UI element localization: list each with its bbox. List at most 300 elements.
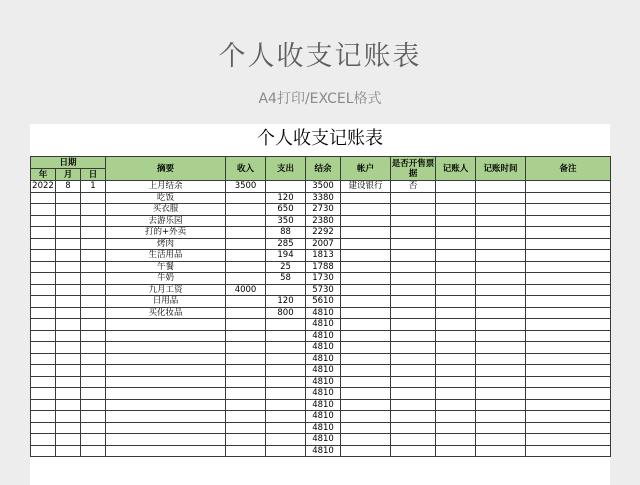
cell-day[interactable] bbox=[81, 250, 106, 262]
cell-summary[interactable] bbox=[106, 411, 226, 423]
table-row bbox=[31, 342, 611, 354]
cell-balance[interactable]: 4810 bbox=[306, 365, 341, 377]
cell-expense[interactable] bbox=[266, 376, 306, 388]
cell-summary[interactable]: 上月结余 bbox=[106, 181, 226, 193]
cell-expense[interactable]: 194 bbox=[266, 250, 306, 262]
cell-income[interactable] bbox=[226, 445, 266, 457]
cell-income[interactable] bbox=[226, 238, 266, 250]
cell-invoice[interactable] bbox=[391, 296, 436, 308]
cell-day[interactable] bbox=[81, 192, 106, 204]
cell-balance[interactable]: 4810 bbox=[306, 330, 341, 342]
cell-income[interactable] bbox=[226, 365, 266, 377]
cell-recorder[interactable] bbox=[436, 434, 476, 446]
cell-day[interactable] bbox=[81, 365, 106, 377]
cell-invoice[interactable]: 否 bbox=[391, 181, 436, 193]
cell-recorder[interactable] bbox=[436, 296, 476, 308]
cell-record-time[interactable] bbox=[476, 411, 526, 423]
cell-invoice[interactable] bbox=[391, 204, 436, 216]
cell-account[interactable] bbox=[341, 250, 391, 262]
cell-day[interactable] bbox=[81, 388, 106, 400]
cell-account[interactable]: 建设银行 bbox=[341, 181, 391, 193]
cell-expense[interactable] bbox=[266, 330, 306, 342]
cell-record-time[interactable] bbox=[476, 192, 526, 204]
cell-summary[interactable] bbox=[106, 330, 226, 342]
cell-account[interactable] bbox=[341, 445, 391, 457]
cell-note[interactable] bbox=[526, 273, 611, 285]
cell-month[interactable] bbox=[56, 365, 81, 377]
cell-expense[interactable]: 120 bbox=[266, 192, 306, 204]
cell-note[interactable] bbox=[526, 238, 611, 250]
cell-record-time[interactable] bbox=[476, 227, 526, 239]
cell-year[interactable] bbox=[31, 319, 56, 331]
cell-invoice[interactable] bbox=[391, 192, 436, 204]
cell-balance[interactable]: 2007 bbox=[306, 238, 341, 250]
cell-invoice[interactable] bbox=[391, 273, 436, 285]
cell-account[interactable] bbox=[341, 411, 391, 423]
cell-year[interactable] bbox=[31, 330, 56, 342]
cell-invoice[interactable] bbox=[391, 411, 436, 423]
cell-note[interactable] bbox=[526, 227, 611, 239]
cell-summary[interactable]: 九月工资 bbox=[106, 284, 226, 296]
cell-expense[interactable] bbox=[266, 353, 306, 365]
cell-balance[interactable]: 1730 bbox=[306, 273, 341, 285]
cell-expense[interactable] bbox=[266, 445, 306, 457]
cell-year[interactable] bbox=[31, 227, 56, 239]
table-row bbox=[31, 273, 611, 285]
cell-balance[interactable]: 4810 bbox=[306, 307, 341, 319]
cell-summary[interactable]: 烤肉 bbox=[106, 238, 226, 250]
cell-invoice[interactable] bbox=[391, 330, 436, 342]
cell-account[interactable] bbox=[341, 353, 391, 365]
table-row bbox=[31, 445, 611, 457]
cell-income[interactable] bbox=[226, 376, 266, 388]
cell-account[interactable] bbox=[341, 273, 391, 285]
cell-month[interactable] bbox=[56, 227, 81, 239]
cell-record-time[interactable] bbox=[476, 399, 526, 411]
cell-note[interactable] bbox=[526, 261, 611, 273]
cell-recorder[interactable] bbox=[436, 215, 476, 227]
cell-summary[interactable]: 生活用品 bbox=[106, 250, 226, 262]
cell-account[interactable] bbox=[341, 399, 391, 411]
cell-note[interactable] bbox=[526, 353, 611, 365]
cell-note[interactable] bbox=[526, 388, 611, 400]
cell-recorder[interactable] bbox=[436, 365, 476, 377]
cell-record-time[interactable] bbox=[476, 422, 526, 434]
cell-note[interactable] bbox=[526, 342, 611, 354]
cell-summary[interactable]: 牛奶 bbox=[106, 273, 226, 285]
cell-day[interactable] bbox=[81, 434, 106, 446]
cell-recorder[interactable] bbox=[436, 376, 476, 388]
cell-day[interactable] bbox=[81, 227, 106, 239]
cell-recorder[interactable] bbox=[436, 353, 476, 365]
cell-recorder[interactable] bbox=[436, 342, 476, 354]
table-row bbox=[31, 307, 611, 319]
cell-balance[interactable]: 1813 bbox=[306, 250, 341, 262]
cell-month[interactable] bbox=[56, 399, 81, 411]
cell-income[interactable] bbox=[226, 388, 266, 400]
cell-record-time[interactable] bbox=[476, 330, 526, 342]
cell-note[interactable] bbox=[526, 330, 611, 342]
cell-note[interactable] bbox=[526, 434, 611, 446]
cell-invoice[interactable] bbox=[391, 261, 436, 273]
cell-account[interactable] bbox=[341, 261, 391, 273]
cell-summary[interactable]: 吃饭 bbox=[106, 192, 226, 204]
cell-invoice[interactable] bbox=[391, 342, 436, 354]
table-row bbox=[31, 353, 611, 365]
cell-year[interactable] bbox=[31, 273, 56, 285]
cell-note[interactable] bbox=[526, 319, 611, 331]
cell-month[interactable] bbox=[56, 204, 81, 216]
cell-balance[interactable]: 4810 bbox=[306, 422, 341, 434]
cell-recorder[interactable] bbox=[436, 284, 476, 296]
cell-note[interactable] bbox=[526, 284, 611, 296]
cell-income[interactable] bbox=[226, 422, 266, 434]
cell-record-time[interactable] bbox=[476, 353, 526, 365]
cell-account[interactable] bbox=[341, 296, 391, 308]
cell-account[interactable] bbox=[341, 422, 391, 434]
cell-summary[interactable]: 午餐 bbox=[106, 261, 226, 273]
cell-balance[interactable]: 4810 bbox=[306, 434, 341, 446]
cell-account[interactable] bbox=[341, 319, 391, 331]
cell-income[interactable] bbox=[226, 330, 266, 342]
cell-balance[interactable]: 4810 bbox=[306, 342, 341, 354]
cell-expense[interactable] bbox=[266, 365, 306, 377]
cell-invoice[interactable] bbox=[391, 250, 436, 262]
cell-day[interactable] bbox=[81, 353, 106, 365]
cell-expense[interactable]: 350 bbox=[266, 215, 306, 227]
cell-expense[interactable]: 120 bbox=[266, 296, 306, 308]
cell-balance[interactable]: 4810 bbox=[306, 399, 341, 411]
cell-month[interactable] bbox=[56, 250, 81, 262]
cell-balance[interactable]: 4810 bbox=[306, 353, 341, 365]
cell-year[interactable] bbox=[31, 411, 56, 423]
cell-balance[interactable]: 5610 bbox=[306, 296, 341, 308]
cell-month[interactable] bbox=[56, 238, 81, 250]
cell-year[interactable] bbox=[31, 399, 56, 411]
cell-income[interactable] bbox=[226, 296, 266, 308]
cell-income[interactable] bbox=[226, 353, 266, 365]
cell-month[interactable] bbox=[56, 388, 81, 400]
cell-balance[interactable]: 5730 bbox=[306, 284, 341, 296]
table-row bbox=[31, 250, 611, 262]
cell-expense[interactable]: 800 bbox=[266, 307, 306, 319]
cell-day[interactable] bbox=[81, 319, 106, 331]
cell-balance[interactable]: 4810 bbox=[306, 388, 341, 400]
cell-summary[interactable]: 去游乐园 bbox=[106, 215, 226, 227]
cell-summary[interactable] bbox=[106, 365, 226, 377]
cell-year[interactable] bbox=[31, 376, 56, 388]
cell-recorder[interactable] bbox=[436, 422, 476, 434]
cell-invoice[interactable] bbox=[391, 445, 436, 457]
cell-invoice[interactable] bbox=[391, 353, 436, 365]
cell-record-time[interactable] bbox=[476, 250, 526, 262]
cell-month[interactable] bbox=[56, 376, 81, 388]
cell-expense[interactable] bbox=[266, 388, 306, 400]
cell-month[interactable] bbox=[56, 307, 81, 319]
cell-day[interactable] bbox=[81, 296, 106, 308]
cell-record-time[interactable] bbox=[476, 376, 526, 388]
cell-day[interactable] bbox=[81, 445, 106, 457]
cell-income[interactable] bbox=[226, 192, 266, 204]
cell-month[interactable]: 8 bbox=[56, 181, 81, 193]
cell-day[interactable] bbox=[81, 238, 106, 250]
cell-note[interactable] bbox=[526, 181, 611, 193]
cell-account[interactable] bbox=[341, 307, 391, 319]
cell-invoice[interactable] bbox=[391, 238, 436, 250]
cell-year[interactable] bbox=[31, 238, 56, 250]
cell-year[interactable] bbox=[31, 204, 56, 216]
cell-month[interactable] bbox=[56, 215, 81, 227]
cell-note[interactable] bbox=[526, 192, 611, 204]
cell-year[interactable] bbox=[31, 388, 56, 400]
cell-summary[interactable] bbox=[106, 399, 226, 411]
table-row bbox=[31, 434, 611, 446]
cell-recorder[interactable] bbox=[436, 399, 476, 411]
cell-account[interactable] bbox=[341, 192, 391, 204]
cell-day[interactable] bbox=[81, 342, 106, 354]
cell-year[interactable] bbox=[31, 353, 56, 365]
cell-balance[interactable]: 3380 bbox=[306, 192, 341, 204]
cell-month[interactable] bbox=[56, 445, 81, 457]
cell-day[interactable] bbox=[81, 284, 106, 296]
cell-summary[interactable]: 打的+外卖 bbox=[106, 227, 226, 239]
cell-month[interactable] bbox=[56, 330, 81, 342]
cell-summary[interactable] bbox=[106, 434, 226, 446]
cell-day[interactable] bbox=[81, 376, 106, 388]
cell-day[interactable] bbox=[81, 273, 106, 285]
cell-year[interactable] bbox=[31, 365, 56, 377]
cell-income[interactable] bbox=[226, 273, 266, 285]
header-income: 收入 bbox=[226, 157, 266, 181]
cell-year[interactable]: 2022 bbox=[32, 181, 54, 192]
cell-income[interactable] bbox=[226, 399, 266, 411]
cell-expense[interactable] bbox=[266, 399, 306, 411]
cell-balance[interactable]: 4810 bbox=[306, 319, 341, 331]
cell-balance[interactable]: 4810 bbox=[306, 445, 341, 457]
cell-account[interactable] bbox=[341, 227, 391, 239]
cell-record-time[interactable] bbox=[476, 388, 526, 400]
cell-note[interactable] bbox=[526, 376, 611, 388]
cell-year[interactable] bbox=[31, 296, 56, 308]
cell-income[interactable] bbox=[226, 434, 266, 446]
cell-record-time[interactable] bbox=[476, 238, 526, 250]
cell-account[interactable] bbox=[341, 376, 391, 388]
cell-invoice[interactable] bbox=[391, 422, 436, 434]
cell-income[interactable] bbox=[226, 215, 266, 227]
cell-record-time[interactable] bbox=[476, 261, 526, 273]
cell-account[interactable] bbox=[341, 284, 391, 296]
cell-invoice[interactable] bbox=[391, 388, 436, 400]
cell-invoice[interactable] bbox=[391, 434, 436, 446]
cell-invoice[interactable] bbox=[391, 399, 436, 411]
cell-year[interactable] bbox=[31, 261, 56, 273]
cell-summary[interactable] bbox=[106, 445, 226, 457]
cell-account[interactable] bbox=[341, 365, 391, 377]
cell-year[interactable] bbox=[31, 445, 56, 457]
cell-year[interactable] bbox=[31, 434, 56, 446]
cell-income[interactable] bbox=[226, 227, 266, 239]
cell-month[interactable] bbox=[56, 411, 81, 423]
cell-record-time[interactable] bbox=[476, 204, 526, 216]
cell-expense[interactable] bbox=[266, 181, 306, 193]
cell-invoice[interactable] bbox=[391, 307, 436, 319]
cell-note[interactable] bbox=[526, 399, 611, 411]
cell-balance[interactable]: 2730 bbox=[306, 204, 341, 216]
cell-recorder[interactable] bbox=[436, 445, 476, 457]
cell-invoice[interactable] bbox=[391, 365, 436, 377]
cell-expense[interactable] bbox=[266, 342, 306, 354]
cell-income[interactable] bbox=[226, 342, 266, 354]
cell-record-time[interactable] bbox=[476, 365, 526, 377]
cell-month[interactable] bbox=[56, 261, 81, 273]
cell-expense[interactable]: 88 bbox=[266, 227, 306, 239]
cell-record-time[interactable] bbox=[476, 296, 526, 308]
cell-account[interactable] bbox=[341, 342, 391, 354]
cell-invoice[interactable] bbox=[391, 319, 436, 331]
cell-record-time[interactable] bbox=[476, 273, 526, 285]
cell-day[interactable] bbox=[81, 261, 106, 273]
cell-expense[interactable] bbox=[266, 422, 306, 434]
cell-income[interactable] bbox=[226, 319, 266, 331]
cell-month[interactable] bbox=[56, 422, 81, 434]
cell-invoice[interactable] bbox=[391, 227, 436, 239]
cell-recorder[interactable] bbox=[436, 319, 476, 331]
cell-expense[interactable]: 25 bbox=[266, 261, 306, 273]
cell-note[interactable] bbox=[526, 250, 611, 262]
cell-account[interactable] bbox=[341, 215, 391, 227]
cell-income[interactable]: 4000 bbox=[226, 284, 266, 296]
cell-summary[interactable] bbox=[106, 319, 226, 331]
cell-balance[interactable]: 4810 bbox=[306, 376, 341, 388]
cell-income[interactable] bbox=[226, 307, 266, 319]
cell-month[interactable] bbox=[56, 273, 81, 285]
cell-month[interactable] bbox=[56, 319, 81, 331]
table-row bbox=[31, 284, 611, 296]
cell-day[interactable] bbox=[81, 307, 106, 319]
cell-record-time[interactable] bbox=[476, 445, 526, 457]
cell-invoice[interactable] bbox=[391, 215, 436, 227]
cell-recorder[interactable] bbox=[436, 227, 476, 239]
cell-invoice[interactable] bbox=[391, 376, 436, 388]
cell-month[interactable] bbox=[56, 192, 81, 204]
cell-recorder[interactable] bbox=[436, 204, 476, 216]
cell-year[interactable] bbox=[31, 284, 56, 296]
cell-recorder[interactable] bbox=[436, 181, 476, 193]
cell-month[interactable] bbox=[56, 296, 81, 308]
cell-day[interactable] bbox=[81, 422, 106, 434]
cell-summary[interactable]: 买衣服 bbox=[106, 204, 226, 216]
cell-summary[interactable] bbox=[106, 388, 226, 400]
cell-recorder[interactable] bbox=[436, 192, 476, 204]
cell-income[interactable]: 3500 bbox=[226, 181, 266, 193]
cell-account[interactable] bbox=[341, 388, 391, 400]
cell-income[interactable] bbox=[226, 204, 266, 216]
cell-expense[interactable]: 58 bbox=[266, 273, 306, 285]
cell-income[interactable] bbox=[226, 261, 266, 273]
table-row bbox=[31, 365, 611, 377]
cell-summary[interactable] bbox=[106, 376, 226, 388]
cell-recorder[interactable] bbox=[436, 411, 476, 423]
cell-balance[interactable]: 2380 bbox=[306, 215, 341, 227]
cell-note[interactable] bbox=[526, 307, 611, 319]
cell-expense[interactable] bbox=[266, 319, 306, 331]
cell-year[interactable] bbox=[31, 422, 56, 434]
cell-note[interactable] bbox=[526, 204, 611, 216]
cell-year[interactable] bbox=[31, 192, 56, 204]
cell-record-time[interactable] bbox=[476, 434, 526, 446]
cell-recorder[interactable] bbox=[436, 238, 476, 250]
table-row bbox=[31, 296, 611, 308]
cell-account[interactable] bbox=[341, 238, 391, 250]
cell-month[interactable] bbox=[56, 284, 81, 296]
cell-record-time[interactable] bbox=[476, 215, 526, 227]
cell-expense[interactable]: 285 bbox=[266, 238, 306, 250]
cell-account[interactable] bbox=[341, 434, 391, 446]
cell-invoice[interactable] bbox=[391, 284, 436, 296]
cell-account[interactable] bbox=[341, 204, 391, 216]
cell-note[interactable] bbox=[526, 411, 611, 423]
cell-recorder[interactable] bbox=[436, 388, 476, 400]
cell-recorder[interactable] bbox=[436, 330, 476, 342]
cell-record-time[interactable] bbox=[476, 319, 526, 331]
cell-expense[interactable] bbox=[266, 411, 306, 423]
cell-day[interactable] bbox=[81, 399, 106, 411]
cell-record-time[interactable] bbox=[476, 307, 526, 319]
cell-summary[interactable]: 日用品 bbox=[106, 296, 226, 308]
cell-month[interactable] bbox=[56, 353, 81, 365]
cell-year[interactable] bbox=[31, 250, 56, 262]
cell-record-time[interactable] bbox=[476, 342, 526, 354]
cell-note[interactable] bbox=[526, 445, 611, 457]
cell-income[interactable] bbox=[226, 411, 266, 423]
cell-balance[interactable]: 3500 bbox=[306, 181, 341, 193]
cell-summary[interactable] bbox=[106, 342, 226, 354]
cell-day[interactable] bbox=[81, 330, 106, 342]
cell-year[interactable] bbox=[31, 342, 56, 354]
cell-recorder[interactable] bbox=[436, 273, 476, 285]
cell-expense[interactable] bbox=[266, 284, 306, 296]
cell-balance[interactable]: 1788 bbox=[306, 261, 341, 273]
cell-account[interactable] bbox=[341, 330, 391, 342]
cell-day[interactable] bbox=[81, 215, 106, 227]
cell-expense[interactable] bbox=[266, 434, 306, 446]
cell-year[interactable] bbox=[31, 215, 56, 227]
cell-record-time[interactable] bbox=[476, 284, 526, 296]
cell-day[interactable] bbox=[81, 411, 106, 423]
cell-recorder[interactable] bbox=[436, 307, 476, 319]
cell-balance[interactable]: 4810 bbox=[306, 411, 341, 423]
cell-balance[interactable]: 2292 bbox=[306, 227, 341, 239]
table-row bbox=[31, 261, 611, 273]
cell-recorder[interactable] bbox=[436, 250, 476, 262]
cell-note[interactable] bbox=[526, 365, 611, 377]
cell-summary[interactable] bbox=[106, 353, 226, 365]
cell-income[interactable] bbox=[226, 250, 266, 262]
cell-expense[interactable]: 650 bbox=[266, 204, 306, 216]
cell-summary[interactable]: 买化妆品 bbox=[106, 307, 226, 319]
cell-summary[interactable] bbox=[106, 422, 226, 434]
cell-month[interactable] bbox=[56, 342, 81, 354]
cell-day[interactable]: 1 bbox=[81, 181, 106, 193]
cell-note[interactable] bbox=[526, 422, 611, 434]
cell-note[interactable] bbox=[526, 296, 611, 308]
cell-day[interactable] bbox=[81, 204, 106, 216]
cell-year[interactable] bbox=[31, 307, 56, 319]
cell-record-time[interactable] bbox=[476, 181, 526, 193]
cell-recorder[interactable] bbox=[436, 261, 476, 273]
cell-note[interactable] bbox=[526, 215, 611, 227]
cell-month[interactable] bbox=[56, 434, 81, 446]
